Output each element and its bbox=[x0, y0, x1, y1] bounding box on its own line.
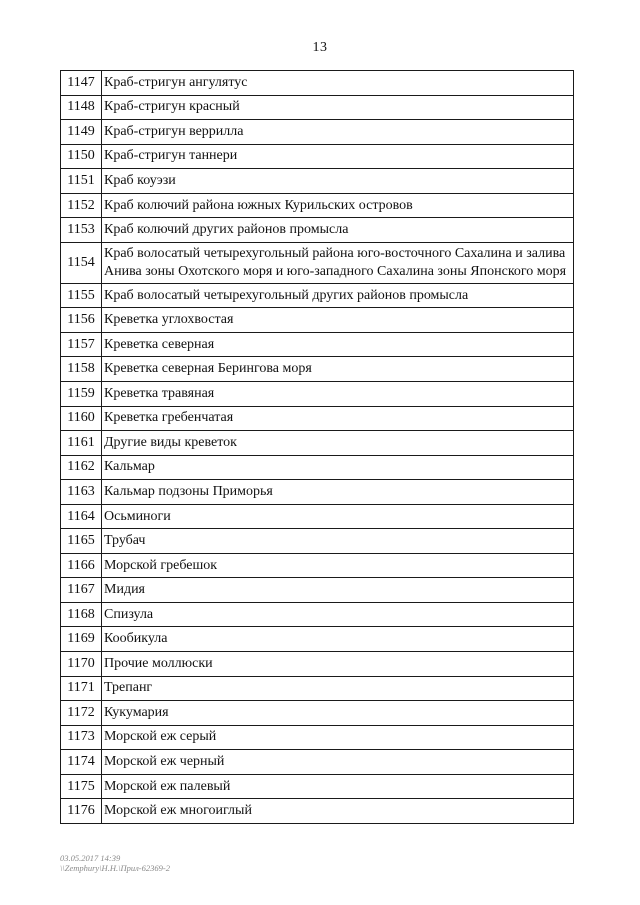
row-number: 1152 bbox=[61, 193, 102, 218]
species-name: Краб-стригун ангулятус bbox=[102, 71, 574, 96]
table-row bbox=[61, 144, 574, 169]
table-row bbox=[61, 71, 574, 96]
species-name: Краб колючий других районов промысла bbox=[102, 218, 574, 243]
species-table bbox=[60, 70, 574, 824]
species-name: Краб-стригун таннери bbox=[102, 144, 574, 169]
row-number: 1158 bbox=[61, 357, 102, 382]
table-row bbox=[61, 701, 574, 726]
species-name: Морской еж серый bbox=[102, 725, 574, 750]
row-number: 1156 bbox=[61, 308, 102, 333]
row-number: 1160 bbox=[61, 406, 102, 431]
row-number: 1149 bbox=[61, 120, 102, 145]
table-row bbox=[61, 332, 574, 357]
table-row bbox=[61, 602, 574, 627]
row-number: 1162 bbox=[61, 455, 102, 480]
table-row bbox=[61, 652, 574, 677]
row-number: 1176 bbox=[61, 799, 102, 824]
species-name: Кукумария bbox=[102, 701, 574, 726]
row-number: 1163 bbox=[61, 480, 102, 505]
species-name: Кообикула bbox=[102, 627, 574, 652]
row-number: 1166 bbox=[61, 553, 102, 578]
row-number: 1168 bbox=[61, 602, 102, 627]
table-row bbox=[61, 357, 574, 382]
row-number: 1175 bbox=[61, 774, 102, 799]
row-number: 1155 bbox=[61, 283, 102, 308]
table-body bbox=[61, 71, 574, 824]
table-row bbox=[61, 676, 574, 701]
row-number: 1164 bbox=[61, 504, 102, 529]
table-row bbox=[61, 578, 574, 603]
table-row bbox=[61, 169, 574, 194]
row-number: 1174 bbox=[61, 750, 102, 775]
species-name: Краб-стригун красный bbox=[102, 95, 574, 120]
row-number: 1154 bbox=[61, 242, 102, 283]
species-name: Креветка углохвостая bbox=[102, 308, 574, 333]
table-row bbox=[61, 774, 574, 799]
table-row bbox=[61, 725, 574, 750]
species-name: Осьминоги bbox=[102, 504, 574, 529]
row-number: 1148 bbox=[61, 95, 102, 120]
species-name: Краб-стригун веррилла bbox=[102, 120, 574, 145]
species-name: Морской еж многоиглый bbox=[102, 799, 574, 824]
footer-timestamp: 03.05.2017 14:39 bbox=[60, 853, 121, 863]
table-row bbox=[61, 242, 574, 283]
table-row bbox=[61, 406, 574, 431]
species-name: Морской еж черный bbox=[102, 750, 574, 775]
table-row bbox=[61, 529, 574, 554]
row-number: 1173 bbox=[61, 725, 102, 750]
table-row bbox=[61, 382, 574, 407]
species-name: Краб волосатый четырехугольный района юго-восточного Сахалина и залива Анива зоны Охотского моря и юго-западного Сахалина зоны Японского моря bbox=[102, 242, 574, 283]
species-name: Другие виды креветок bbox=[102, 431, 574, 456]
table-row bbox=[61, 799, 574, 824]
species-name: Морской еж палевый bbox=[102, 774, 574, 799]
row-number: 1165 bbox=[61, 529, 102, 554]
row-number: 1169 bbox=[61, 627, 102, 652]
table-row bbox=[61, 193, 574, 218]
table-row bbox=[61, 553, 574, 578]
species-name: Краб коуэзи bbox=[102, 169, 574, 194]
table-row bbox=[61, 120, 574, 145]
species-name: Креветка травяная bbox=[102, 382, 574, 407]
species-name: Морской гребешок bbox=[102, 553, 574, 578]
species-name: Краб колючий района южных Курильских островов bbox=[102, 193, 574, 218]
table-row bbox=[61, 95, 574, 120]
row-number: 1151 bbox=[61, 169, 102, 194]
species-name: Спизула bbox=[102, 602, 574, 627]
row-number: 1157 bbox=[61, 332, 102, 357]
species-name: Кальмар bbox=[102, 455, 574, 480]
table-row bbox=[61, 504, 574, 529]
row-number: 1172 bbox=[61, 701, 102, 726]
species-name: Трубач bbox=[102, 529, 574, 554]
table-row bbox=[61, 750, 574, 775]
table-row bbox=[61, 627, 574, 652]
row-number: 1147 bbox=[61, 71, 102, 96]
species-name: Мидия bbox=[102, 578, 574, 603]
table-row bbox=[61, 455, 574, 480]
row-number: 1171 bbox=[61, 676, 102, 701]
page-number: 13 bbox=[312, 40, 328, 55]
species-name: Креветка северная bbox=[102, 332, 574, 357]
row-number: 1161 bbox=[61, 431, 102, 456]
species-name: Краб волосатый четырехугольный других районов промысла bbox=[102, 283, 574, 308]
species-name: Прочие моллюски bbox=[102, 652, 574, 677]
row-number: 1167 bbox=[61, 578, 102, 603]
table-row bbox=[61, 308, 574, 333]
table-row bbox=[61, 431, 574, 456]
table-row bbox=[61, 480, 574, 505]
row-number: 1159 bbox=[61, 382, 102, 407]
row-number: 1150 bbox=[61, 144, 102, 169]
species-name: Трепанг bbox=[102, 676, 574, 701]
species-name: Креветка северная Берингова моря bbox=[102, 357, 574, 382]
footer-stamp bbox=[60, 853, 170, 873]
row-number: 1170 bbox=[61, 652, 102, 677]
table-row bbox=[61, 283, 574, 308]
footer-file-path: \\Zemphury\H.H.\Прил-62369-2 bbox=[60, 863, 170, 873]
table-row bbox=[61, 218, 574, 243]
species-name: Кальмар подзоны Приморья bbox=[102, 480, 574, 505]
species-name: Креветка гребенчатая bbox=[102, 406, 574, 431]
row-number: 1153 bbox=[61, 218, 102, 243]
